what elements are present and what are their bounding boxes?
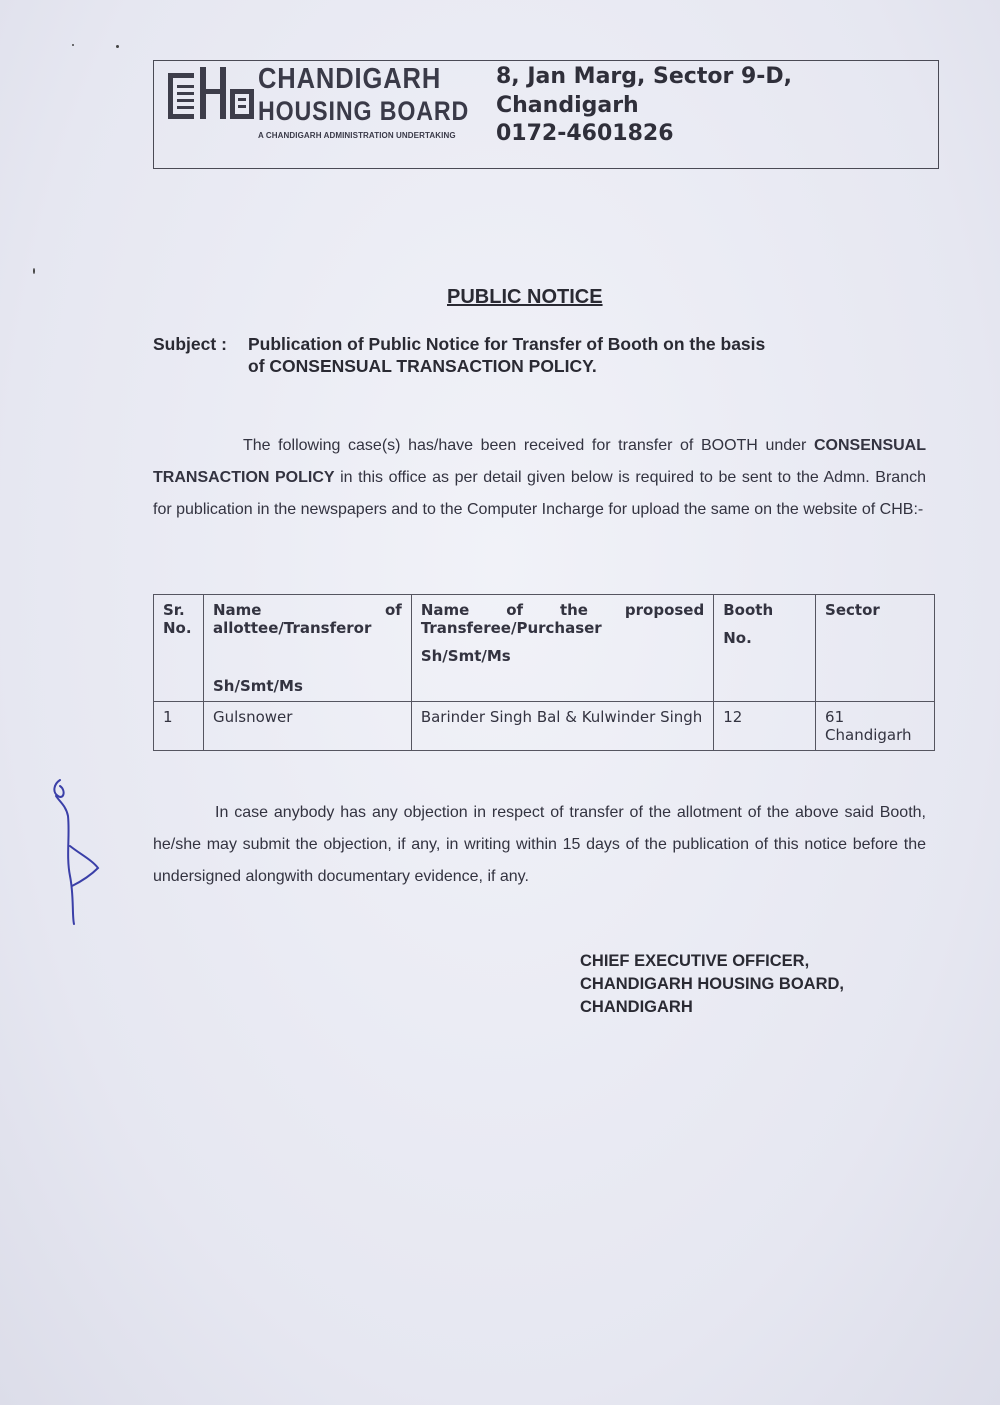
cell-sector-number: 61 bbox=[825, 708, 845, 726]
transfer-table bbox=[153, 594, 935, 751]
col-transferee bbox=[411, 595, 713, 702]
col-transferee-label: Transferee/Purchaser bbox=[420, 619, 602, 637]
signoff-org: CHANDIGARH HOUSING BOARD, bbox=[580, 975, 844, 993]
col-allottee bbox=[203, 595, 411, 702]
org-name-line1: CHANDIGARH bbox=[258, 63, 442, 95]
chb-logo-icon bbox=[168, 67, 260, 125]
cell-transferee: Barinder Singh Bal & Kulwinder Singh bbox=[411, 702, 713, 751]
cell-sector bbox=[816, 702, 935, 751]
handwritten-signature bbox=[40, 776, 100, 926]
objection-text: In case anybody has any objection in respect of transfer of the allotment of the above said Booth, he/she may submit the objection, if any, in writing within 15 days of the publication of this notice before the undersigned alongwith documentary evidence, if any. bbox=[153, 804, 926, 885]
col-booth-label: Booth bbox=[723, 601, 774, 619]
col-allottee-label: Sh/Smt/Ms bbox=[212, 677, 303, 695]
intro-policy-name: CONSENSUAL TRANSACTION POLICY bbox=[153, 437, 926, 486]
col-allottee-word: of bbox=[384, 601, 402, 619]
signoff-title: CHIEF EXECUTIVE OFFICER, bbox=[580, 952, 810, 970]
col-sector bbox=[816, 595, 935, 702]
col-transferee-word: Name bbox=[420, 601, 470, 619]
notice-title: PUBLIC NOTICE bbox=[447, 286, 603, 308]
objection-paragraph bbox=[153, 797, 926, 893]
signoff-block bbox=[580, 950, 844, 1019]
col-transferee-word: proposed bbox=[624, 601, 705, 619]
col-sr-label: No. bbox=[163, 619, 192, 637]
table-header-row bbox=[154, 595, 935, 702]
intro-paragraph bbox=[153, 430, 926, 526]
phone-number: 0172-4601826 bbox=[496, 121, 674, 146]
cell-allottee: Gulsnower bbox=[203, 702, 411, 751]
cell-booth: 12 bbox=[714, 702, 816, 751]
address-line2: Chandigarh bbox=[496, 93, 639, 118]
subject-label: Subject : bbox=[153, 334, 227, 354]
col-allottee-word: Name bbox=[212, 601, 262, 619]
org-tagline: A CHANDIGARH ADMINISTRATION UNDERTAKING bbox=[258, 131, 456, 140]
cell-sector-city: Chandigarh bbox=[825, 726, 912, 744]
table-row bbox=[154, 702, 935, 751]
org-name-line2: HOUSING BOARD bbox=[258, 96, 470, 126]
col-booth-label: No. bbox=[723, 629, 752, 647]
col-allottee-label: allottee/Transferor bbox=[212, 619, 372, 637]
col-booth-no bbox=[714, 595, 816, 702]
subject-line1: Publication of Public Notice for Transfer of Booth on the basis bbox=[248, 334, 766, 354]
subject bbox=[153, 333, 873, 377]
col-sr-no bbox=[154, 595, 204, 702]
signoff-city: CHANDIGARH bbox=[580, 998, 693, 1016]
cell-sr: 1 bbox=[154, 702, 204, 751]
col-transferee-word: the bbox=[559, 601, 588, 619]
scan-speck bbox=[116, 45, 119, 48]
col-sector-label: Sector bbox=[825, 601, 880, 619]
letterhead bbox=[153, 60, 939, 169]
scan-speck bbox=[72, 44, 74, 46]
scan-speck bbox=[33, 268, 35, 274]
address-line1: 8, Jan Marg, Sector 9-D, bbox=[496, 64, 793, 89]
subject-line2: of CONSENSUAL TRANSACTION POLICY. bbox=[248, 356, 597, 376]
col-sr-label: Sr. bbox=[163, 601, 185, 619]
col-transferee-label: Sh/Smt/Ms bbox=[420, 647, 511, 665]
intro-text-a: The following case(s) has/have been received for transfer of BOOTH under bbox=[243, 437, 807, 454]
col-transferee-word: of bbox=[506, 601, 524, 619]
intro-text-b: in this office as per detail given below is required to be sent to the Admn. Branch for publication in the newspapers and to the Computer Incharge for upload the same on the website of CHB:- bbox=[153, 469, 926, 518]
